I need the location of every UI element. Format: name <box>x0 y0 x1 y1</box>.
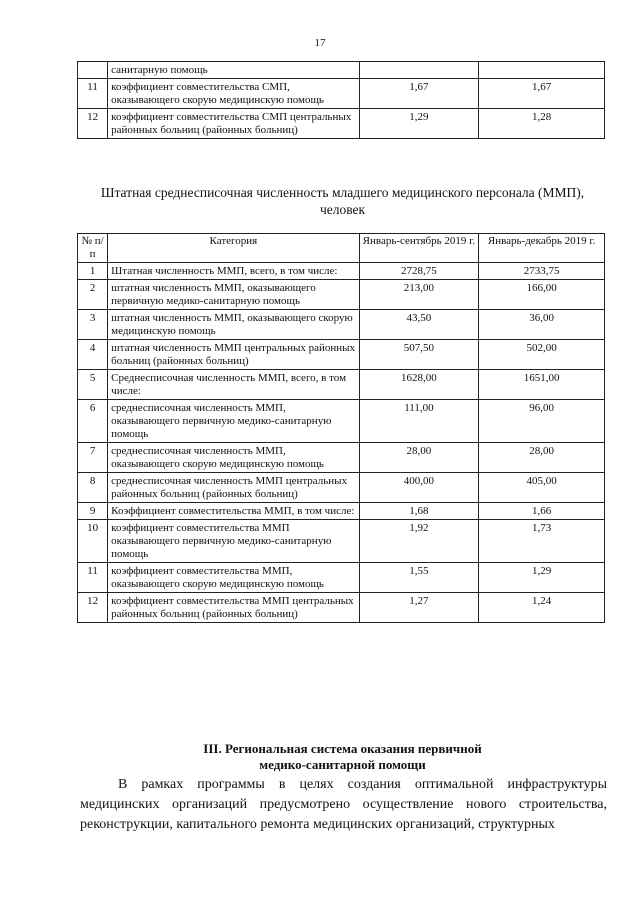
row-number: 9 <box>78 503 108 520</box>
row-number: 5 <box>78 370 108 400</box>
row-number: 8 <box>78 473 108 503</box>
row-value-jan-dec: 166,00 <box>479 280 605 310</box>
row-value-jan-sep: 111,00 <box>359 400 479 443</box>
row-number: 6 <box>78 400 108 443</box>
row-number: 10 <box>78 520 108 563</box>
table-row <box>78 503 605 520</box>
row-number: 12 <box>78 593 108 623</box>
row-number: 3 <box>78 310 108 340</box>
row-value-jan-sep: 1,29 <box>359 109 479 139</box>
row-value-jan-dec: 28,00 <box>479 443 605 473</box>
header-number: № п/п <box>78 234 108 263</box>
row-value-jan-sep: 28,00 <box>359 443 479 473</box>
row-value-jan-dec: 1,28 <box>479 109 605 139</box>
row-category: среднесписочная численность ММП центральных районных больниц (районных больниц) <box>108 473 359 503</box>
row-category: санитарную помощь <box>108 62 359 79</box>
row-category: штатная численность ММП, оказывающего скорую медицинскую помощь <box>108 310 359 340</box>
row-value-jan-sep: 1,55 <box>359 563 479 593</box>
body-paragraph: В рамках программы в целях создания оптимальной инфраструктуры медицинских организаций предусмотрено осуществление нового строительства, реконструкции, капитального ремонта медицинских организаций, структурных <box>80 777 607 832</box>
row-value-jan-sep: 1,27 <box>359 593 479 623</box>
row-category: Коэффициент совместительства ММП, в том числе: <box>108 503 359 520</box>
row-value-jan-sep <box>359 62 479 79</box>
row-category: коэффициент совместительства ММП центральных районных больниц (районных больниц) <box>108 593 359 623</box>
row-value-jan-dec: 1651,00 <box>479 370 605 400</box>
header-category: Категория <box>108 234 359 263</box>
row-value-jan-sep: 2728,75 <box>359 263 479 280</box>
row-value-jan-sep: 507,50 <box>359 340 479 370</box>
row-category: коэффициент совместительства ММП оказывающего первичную медико-санитарную помощь <box>108 520 359 563</box>
table-row <box>78 310 605 340</box>
table-title: Штатная среднесписочная численность младшего медицинского персонала (ММП), человек <box>100 185 585 217</box>
row-category: коэффициент совместительства ММП, оказывающего скорую медицинскую помощь <box>108 563 359 593</box>
row-value-jan-sep: 1628,00 <box>359 370 479 400</box>
row-value-jan-dec: 1,66 <box>479 503 605 520</box>
row-value-jan-dec: 1,67 <box>479 79 605 109</box>
row-category: коэффициент совместительства СМП центральных районных больниц (районных больниц) <box>108 109 359 139</box>
table-row <box>78 473 605 503</box>
header-jan-sep: Январь-сентябрь 2019 г. <box>359 234 479 263</box>
table-row <box>78 62 605 79</box>
row-category: коэффициент совместительства СМП, оказывающего скорую медицинскую помощь <box>108 79 359 109</box>
row-value-jan-dec <box>479 62 605 79</box>
row-number: 12 <box>78 109 108 139</box>
row-value-jan-sep: 43,50 <box>359 310 479 340</box>
row-value-jan-sep: 1,67 <box>359 79 479 109</box>
row-category: среднесписочная численность ММП, оказывающего первичную медико-санитарную помощь <box>108 400 359 443</box>
table-row <box>78 263 605 280</box>
table-row <box>78 370 605 400</box>
row-number: 2 <box>78 280 108 310</box>
table-row <box>78 593 605 623</box>
row-value-jan-dec: 405,00 <box>479 473 605 503</box>
table-row <box>78 563 605 593</box>
junior-staff-table <box>77 233 605 623</box>
table-row <box>78 443 605 473</box>
table-row <box>78 520 605 563</box>
row-value-jan-dec: 1,29 <box>479 563 605 593</box>
section-heading <box>80 741 605 773</box>
row-value-jan-dec: 2733,75 <box>479 263 605 280</box>
row-value-jan-dec: 96,00 <box>479 400 605 443</box>
page-number: 17 <box>314 37 326 49</box>
row-number: 7 <box>78 443 108 473</box>
table-row <box>78 79 605 109</box>
row-value-jan-sep: 400,00 <box>359 473 479 503</box>
row-value-jan-sep: 1,68 <box>359 503 479 520</box>
row-number: 1 <box>78 263 108 280</box>
table-row <box>78 400 605 443</box>
table-row <box>78 280 605 310</box>
row-value-jan-dec: 1,73 <box>479 520 605 563</box>
row-category: штатная численность ММП, оказывающего первичную медико-санитарную помощь <box>108 280 359 310</box>
row-value-jan-sep: 1,92 <box>359 520 479 563</box>
header-jan-dec: Январь-декабрь 2019 г. <box>479 234 605 263</box>
row-number: 11 <box>78 79 108 109</box>
row-value-jan-dec: 36,00 <box>479 310 605 340</box>
row-value-jan-dec: 502,00 <box>479 340 605 370</box>
section-heading-line-2: медико-санитарной помощи <box>259 757 426 772</box>
row-number <box>78 62 108 79</box>
table-row <box>78 340 605 370</box>
row-value-jan-dec: 1,24 <box>479 593 605 623</box>
row-category: Среднесписочная численность ММП, всего, в том числе: <box>108 370 359 400</box>
row-category: штатная численность ММП центральных районных больниц (районных больниц) <box>108 340 359 370</box>
row-number: 11 <box>78 563 108 593</box>
row-number: 4 <box>78 340 108 370</box>
row-category: среднесписочная численность ММП, оказывающего скорую медицинскую помощь <box>108 443 359 473</box>
table-row <box>78 109 605 139</box>
row-category: Штатная численность ММП, всего, в том числе: <box>108 263 359 280</box>
staffing-table-continued <box>77 61 605 139</box>
section-heading-line-1: III. Региональная система оказания первичной <box>203 741 482 756</box>
row-value-jan-sep: 213,00 <box>359 280 479 310</box>
table-header-row <box>78 234 605 263</box>
